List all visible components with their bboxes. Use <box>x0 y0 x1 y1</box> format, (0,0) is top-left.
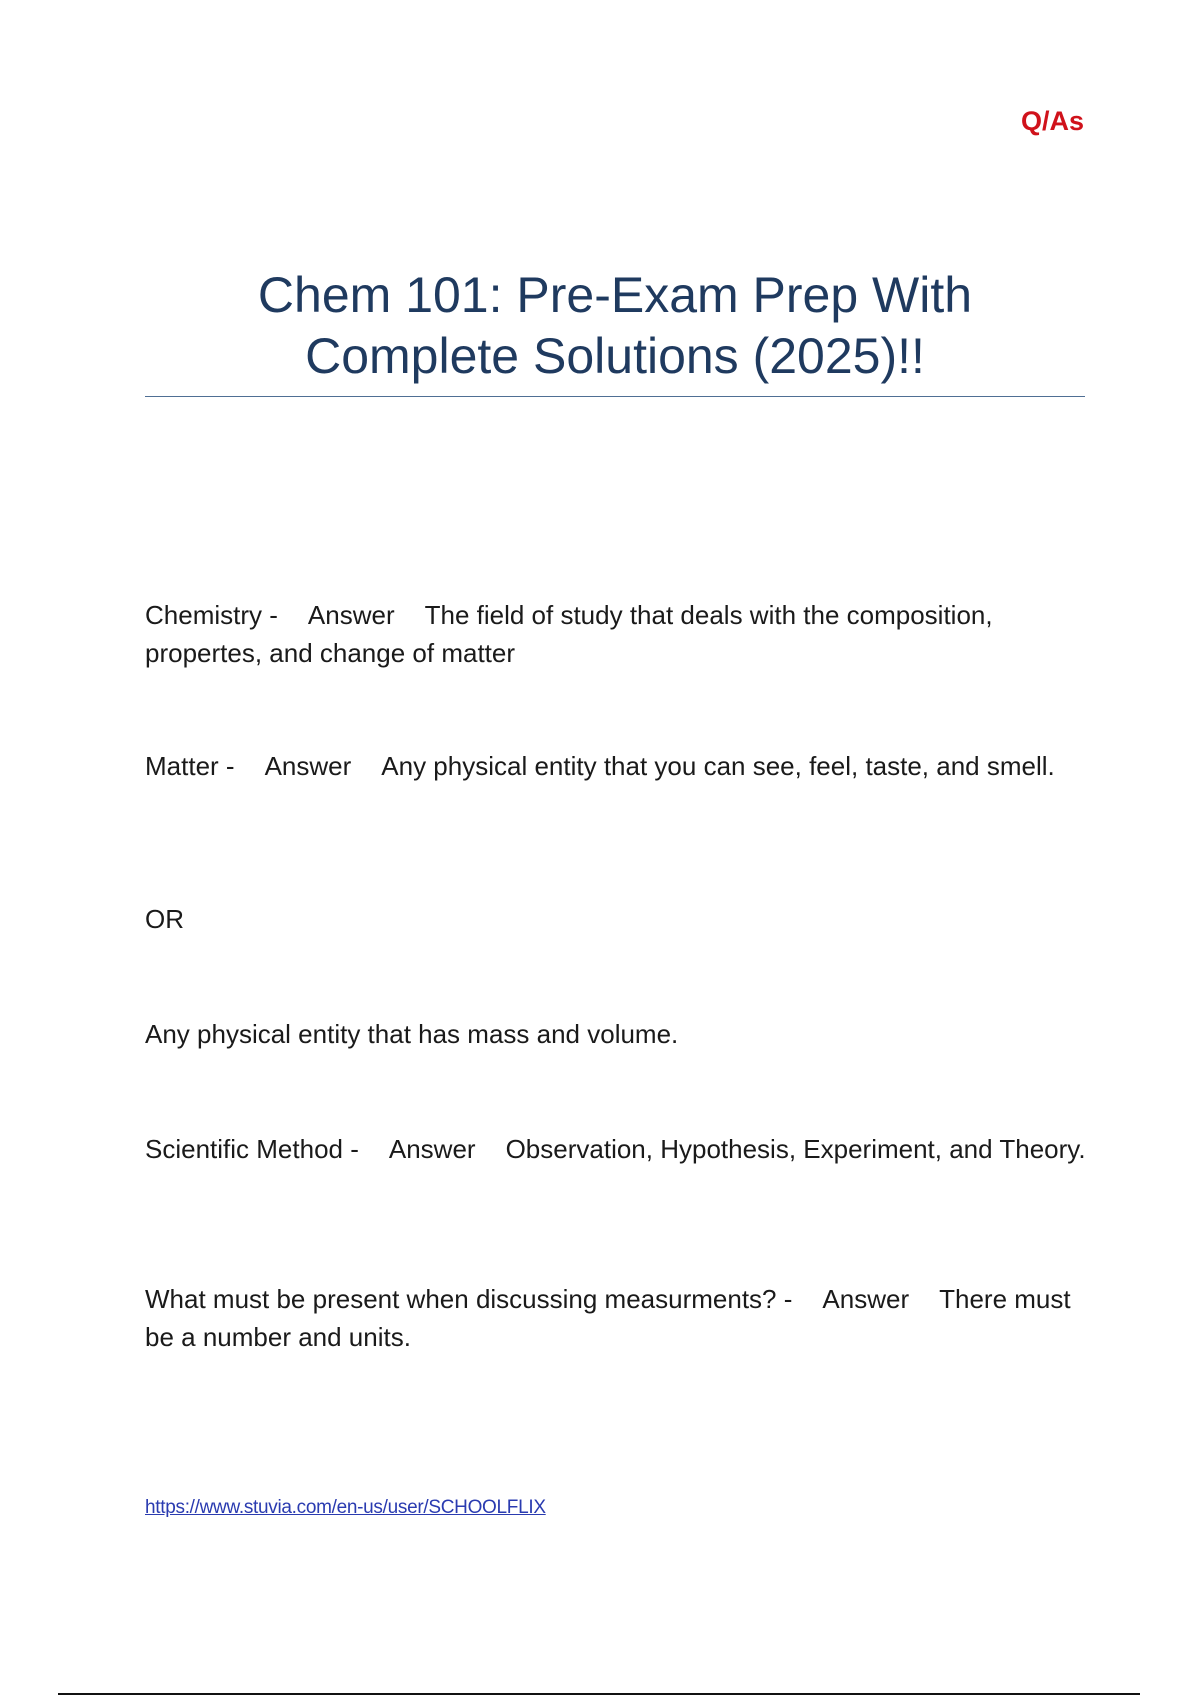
answer-label: Answer <box>388 1134 476 1164</box>
stuvia-profile-link[interactable]: https://www.stuvia.com/en-us/user/SCHOOLFLIX <box>145 1497 546 1518</box>
qa-entry-measurements <box>145 1280 1095 1356</box>
footer-divider <box>58 1693 1140 1695</box>
term: Chemistry - <box>145 600 278 630</box>
matter-alt-definition: Any physical entity that has mass and volume. <box>145 1019 679 1049</box>
answer-label: Answer <box>307 600 395 630</box>
answer-label: Answer <box>822 1284 910 1314</box>
page-title <box>145 265 1085 387</box>
qa-entry-scientific-method <box>145 1130 1095 1168</box>
answer: Observation, Hypothesis, Experiment, and Theory. <box>505 1134 1086 1164</box>
answer-label: Answer <box>264 751 352 781</box>
title-divider <box>145 396 1085 397</box>
qa-entry-chemistry <box>145 596 1095 672</box>
answer: The field of study that deals with the composition, propertes, and change of matter <box>145 600 993 668</box>
qas-label: Q/As <box>1020 106 1084 136</box>
answer: There must be a number and units. <box>145 1284 1071 1352</box>
title-line-2: Complete Solutions (2025)!! <box>305 328 925 384</box>
term: What must be present when discussing measurments? - <box>145 1284 793 1314</box>
title-line-1: Chem 101: Pre-Exam Prep With <box>257 267 973 323</box>
term: Matter - <box>145 751 235 781</box>
term: Scientific Method - <box>145 1134 359 1164</box>
answer: Any physical entity that you can see, feel, taste, and smell. <box>381 751 1055 781</box>
qa-entry-matter <box>145 747 1075 785</box>
or-text: OR <box>145 904 184 934</box>
